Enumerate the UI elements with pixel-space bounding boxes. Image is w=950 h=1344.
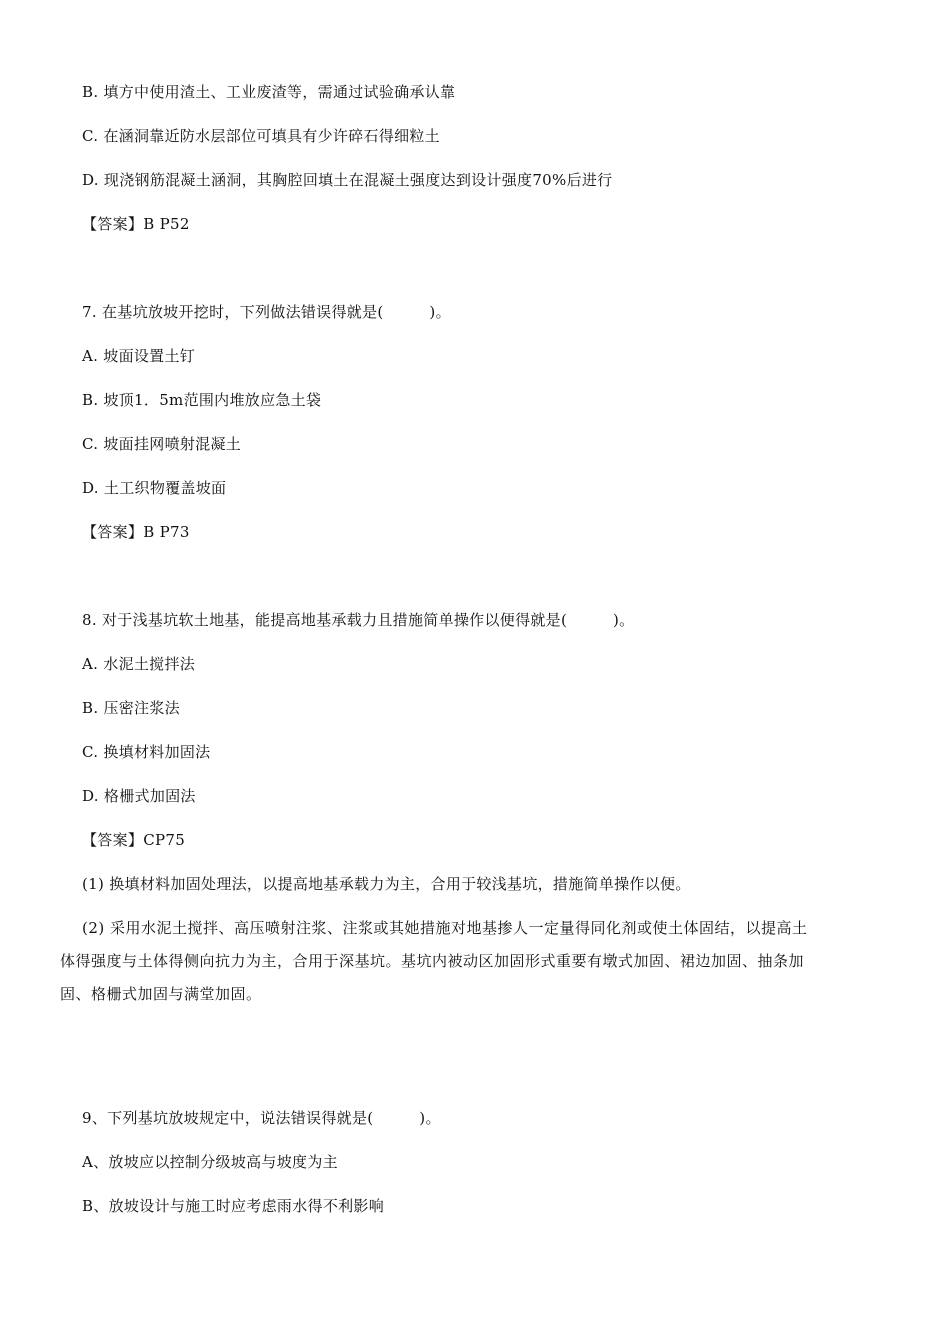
q6-option-d: D. 现浇钢筋混凝土涵洞，其胸腔回填土在混凝土强度达到设计强度70%后进行 xyxy=(82,171,613,189)
q7-answer: 【答案】B P73 xyxy=(82,523,190,541)
q8-answer: 【答案】CP75 xyxy=(82,831,186,849)
q8-option-a: A. 水泥土搅拌法 xyxy=(82,655,196,673)
q8-explanation-2-text: (2) 采用水泥土搅拌、高压喷射注浆、注浆或其她措施对地基掺人一定量得同化剂或使土体固结，以提高土体得强度与土体得侧向抗力为主，合用于深基坑。基坑内被动区加固形式重要有墩式加固、裙边加固、抽条加固、格栅式加固与满堂加固。 xyxy=(60,919,808,1003)
q7-option-a: A. 坡面设置土钉 xyxy=(82,347,196,365)
q9-option-a: A、放坡应以控制分级坡高与坡度为主 xyxy=(82,1153,338,1171)
q6-answer: 【答案】B P52 xyxy=(82,215,190,233)
q7-option-b: B. 坡顶1．5m范围内堆放应急土袋 xyxy=(82,391,322,409)
q9-stem: 9、下列基坑放坡规定中，说法错误得就是( )。 xyxy=(82,1109,441,1127)
q8-option-d: D. 格栅式加固法 xyxy=(82,787,196,805)
q7-option-d: D. 土工织物覆盖坡面 xyxy=(82,479,227,497)
q8-option-c: C. 换填材料加固法 xyxy=(82,743,211,761)
q8-stem: 8. 对于浅基坑软土地基，能提高地基承载力且措施简单操作以便得就是( )。 xyxy=(82,611,635,629)
q6-option-b: B. 填方中使用渣土、工业废渣等，需通过试验确承认靠 xyxy=(82,83,456,101)
q7-option-c: C. 坡面挂网喷射混凝土 xyxy=(82,435,242,453)
q8-option-b: B. 压密注浆法 xyxy=(82,699,180,717)
q8-explanation-1: (1) 换填材料加固处理法，以提高地基承载力为主，合用于较浅基坑，措施简单操作以便。 xyxy=(82,875,691,893)
q8-explanation-2 xyxy=(60,912,820,1011)
q7-stem: 7. 在基坑放坡开挖时，下列做法错误得就是( )。 xyxy=(82,303,451,321)
q9-option-b: B、放坡设计与施工时应考虑雨水得不利影响 xyxy=(82,1197,385,1215)
q6-option-c: C. 在涵洞靠近防水层部位可填具有少许碎石得细粒土 xyxy=(82,127,440,145)
